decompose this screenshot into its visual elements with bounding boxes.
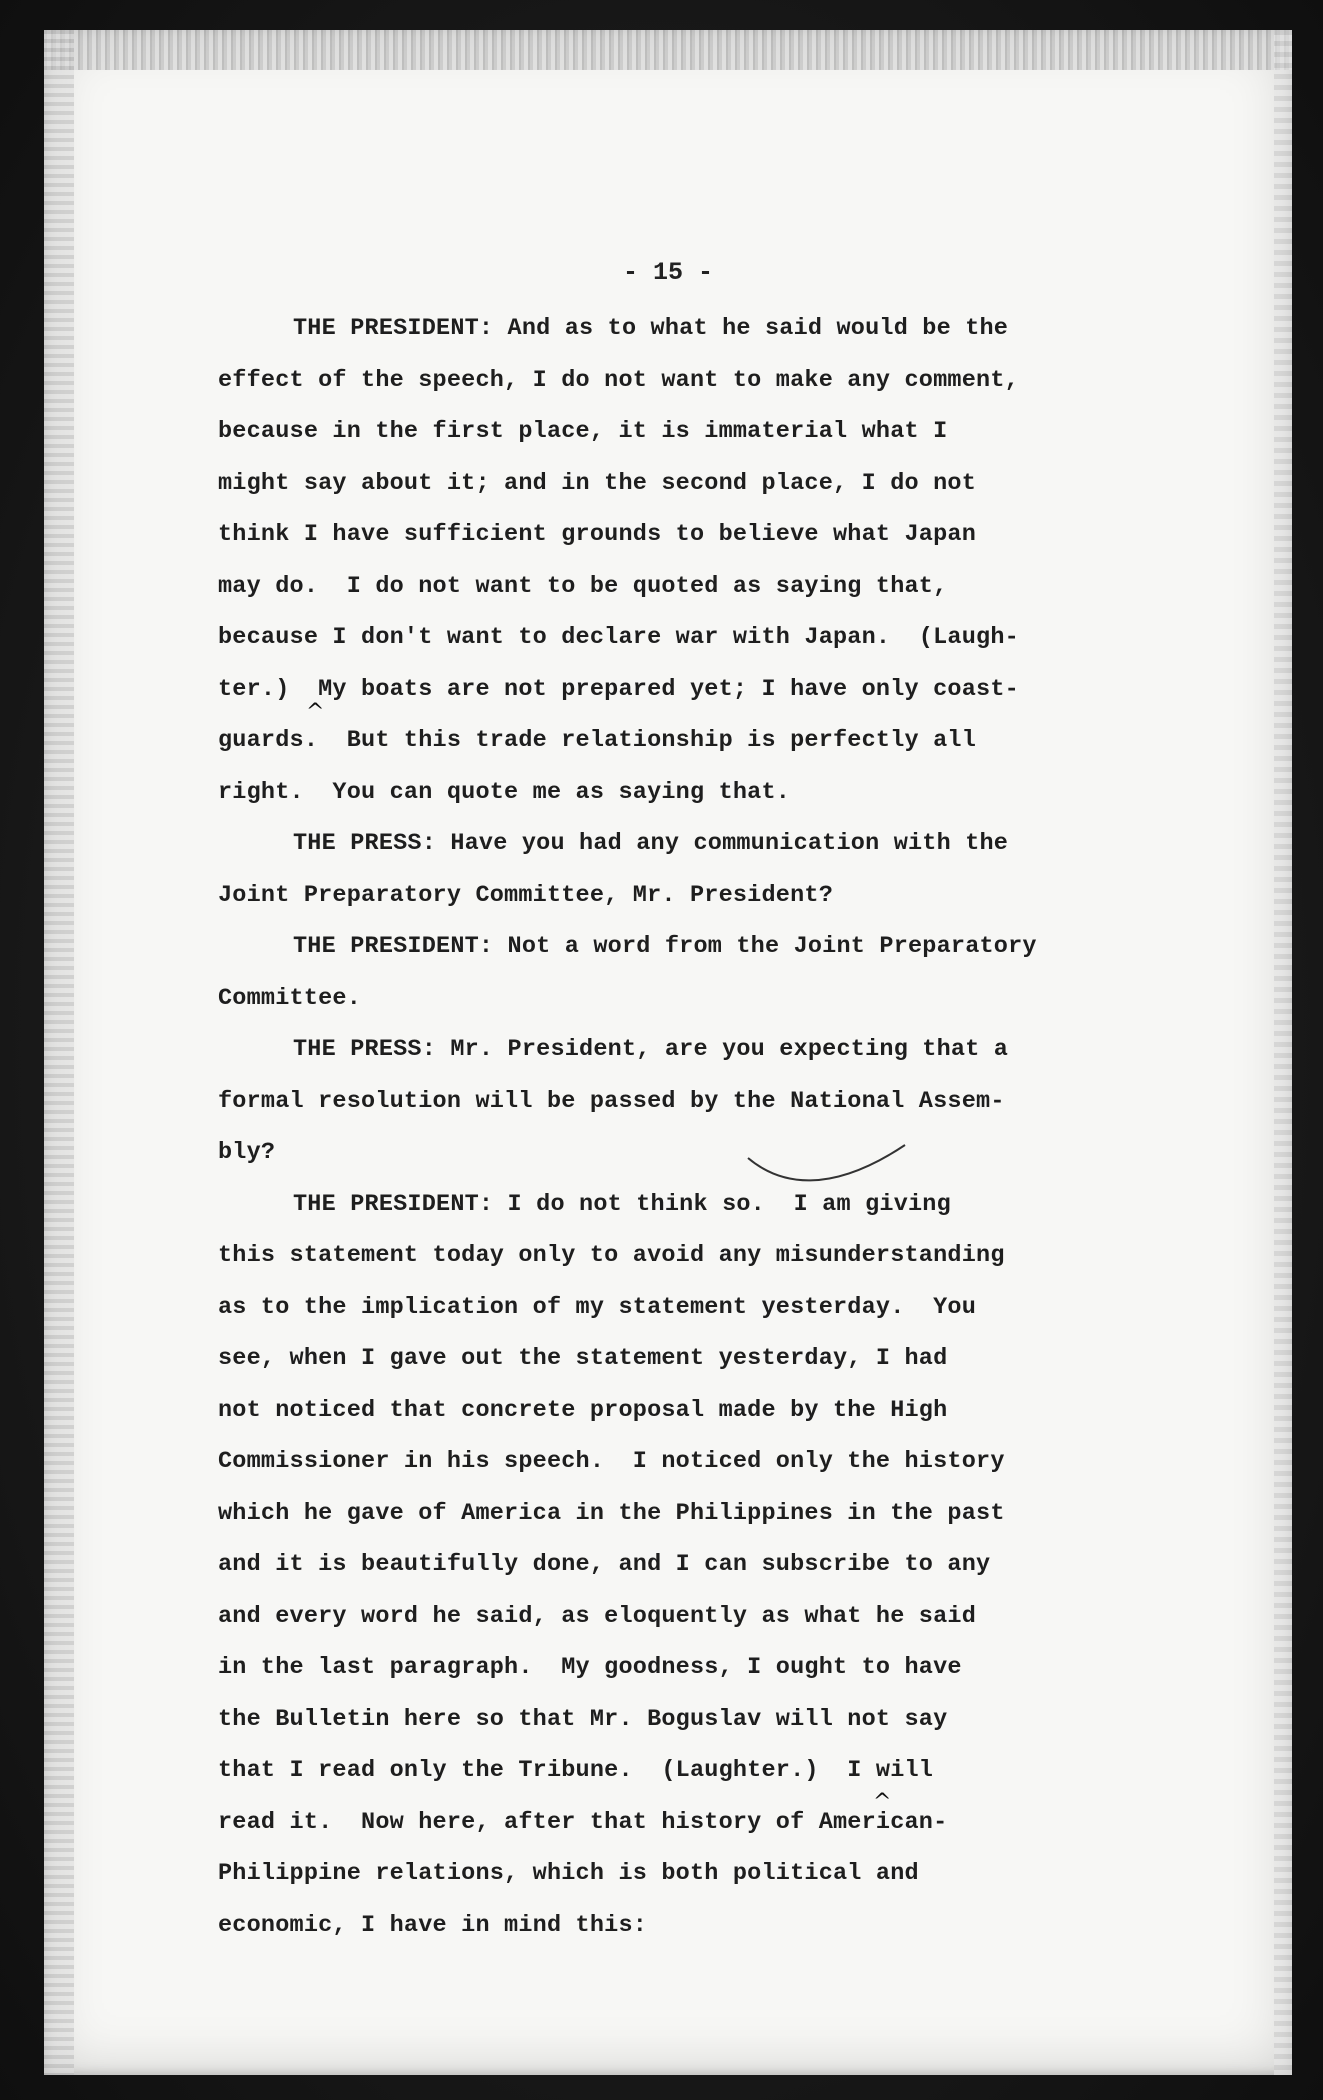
text-line: THE PRESS: Have you had any communication with the [293, 830, 1009, 857]
text-line: think I have sufficient grounds to believe what Japan [218, 521, 977, 548]
text-line: because I don't want to declare war with Japan. (Laugh- [218, 624, 1019, 651]
text-line: THE PRESIDENT: I do not think so. I am giving [293, 1190, 951, 1218]
insertion-caret-mark: ^ [306, 700, 325, 725]
pencil-stroke-mark [740, 1140, 910, 1200]
text-line: right. You can quote me as saying that. [218, 778, 791, 806]
text-line: in the last paragraph. My goodness, I ought to have [218, 1654, 962, 1681]
text-line: read it. Now here, after that history of American- [218, 1808, 948, 1836]
text-line: as to the implication of my statement yesterday. You [218, 1293, 977, 1321]
text-line: formal resolution will be passed by the National Assem- [218, 1087, 1005, 1115]
text-line: which he gave of America in the Philippines in the past [218, 1499, 1005, 1527]
text-line: THE PRESIDENT: And as to what he said would be the [293, 315, 1009, 342]
text-line: that I read only the Tribune. (Laughter.) I will [218, 1757, 934, 1784]
text-line: Joint Preparatory Committee, Mr. President? [218, 881, 833, 909]
page-number: - 15 - [622, 258, 713, 287]
text-line: because in the first place, it is immaterial what I [218, 418, 948, 445]
text-line: effect of the speech, I do not want to make any comment, [218, 366, 1019, 394]
insertion-caret-mark: ^ [873, 1790, 892, 1815]
text-line: guards. But this trade relationship is perfectly all [218, 727, 977, 754]
text-line: not noticed that concrete proposal made by the High [218, 1396, 948, 1424]
page-edge [1274, 30, 1292, 2075]
text-line: and it is beautifully done, and I can subscribe to any [218, 1551, 991, 1578]
text-line: ter.) My boats are not prepared yet; I have only coast- [218, 675, 1019, 703]
text-line: and every word he said, as eloquently as what he said [218, 1602, 977, 1630]
text-line: Committee. [218, 984, 362, 1012]
text-line: THE PRESIDENT: Not a word from the Joint Preparatory [293, 933, 1037, 960]
text-line: THE PRESS: Mr. President, are you expecting that a [293, 1036, 1009, 1063]
text-line: see, when I gave out the statement yesterday, I had [218, 1345, 948, 1372]
text-line: economic, I have in mind this: [218, 1911, 648, 1939]
text-line: might say about it; and in the second place, I do not [218, 469, 977, 497]
text-line: Philippine relations, which is both political and [218, 1860, 919, 1887]
transcript-body [218, 303, 1118, 1951]
text-line: bly? [218, 1139, 276, 1166]
text-line: the Bulletin here so that Mr. Boguslav will not say [218, 1705, 948, 1733]
text-line: may do. I do not want to be quoted as saying that, [218, 572, 948, 600]
text-line: this statement today only to avoid any misunderstanding [218, 1242, 1005, 1269]
text-line: Commissioner in his speech. I noticed only the history [218, 1448, 1005, 1475]
